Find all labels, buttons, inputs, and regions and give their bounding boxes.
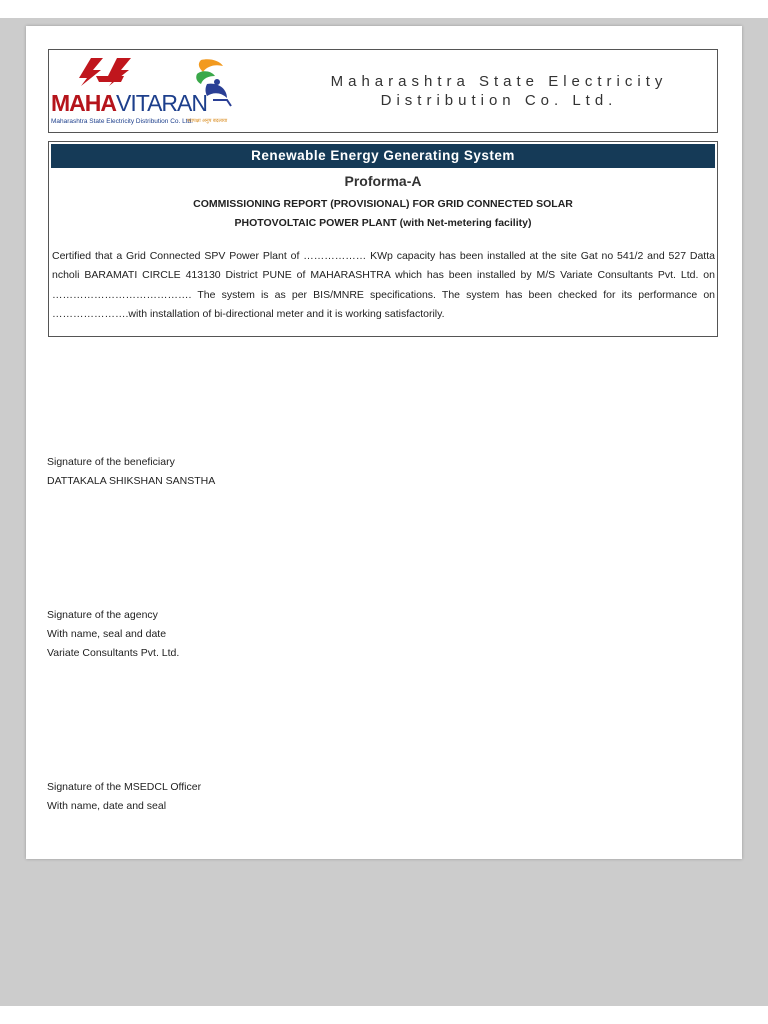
beneficiary-signature-block: [47, 453, 215, 491]
beneficiary-name: DATTAKALA SHIKSHAN SANSTHA: [47, 475, 216, 487]
letterhead: [48, 49, 718, 133]
report-heading-line2: PHOTOVOLTAIC POWER PLANT (with Net-metering facility): [234, 217, 532, 229]
company-name-line1: Maharashtra State Electricity: [330, 73, 668, 90]
beneficiary-signature-label: Signature of the beneficiary: [47, 456, 175, 468]
logo-subtitle: Maharashtra State Electricity Distribution Co. Ltd.: [51, 118, 193, 125]
logo-tagline: व्यापक्षा अनुप बदलाया: [187, 118, 228, 124]
proforma-section: [48, 141, 718, 337]
proforma-title: Proforma-A: [344, 173, 422, 189]
agency-signature-block: [47, 606, 179, 663]
logo-wordmark: MAHAVITARAN: [51, 90, 207, 116]
agency-signature-label: Signature of the agency: [47, 609, 158, 621]
company-name-line2: Distribution Co. Ltd.: [380, 92, 618, 109]
agency-signature-note: With name, seal and date: [47, 628, 167, 640]
officer-signature-label: Signature of the MSEDCL Officer: [47, 781, 202, 793]
officer-signature-note: With name, date and seal: [47, 800, 167, 812]
document-page: [26, 26, 742, 859]
company-name: [299, 72, 699, 110]
mahavitaran-logo: [51, 56, 251, 128]
certification-text: Certified that a Grid Connected SPV Power Plant of ……………… KWp capacity has been installed at the site Gat no 541/2 and 527 Datta ncholi BARAMATI CIRCLE 413130 District PUNE of MAHARASHTRA which has been installed by M/S Variate Consultants Pvt. Ltd. on …………………………………. The system is as per BIS/MNRE specifications. The system has been checked for its performance on ………………….with installation of bi-directional meter and it is working satisfactorily.: [52, 250, 715, 320]
officer-signature-block: [47, 778, 201, 816]
report-heading-line1: COMMISSIONING REPORT (PROVISIONAL) FOR GRID CONNECTED SOLAR: [193, 198, 573, 210]
section-banner: Renewable Energy Generating System: [51, 144, 715, 168]
agency-name: Variate Consultants Pvt. Ltd.: [47, 647, 180, 659]
